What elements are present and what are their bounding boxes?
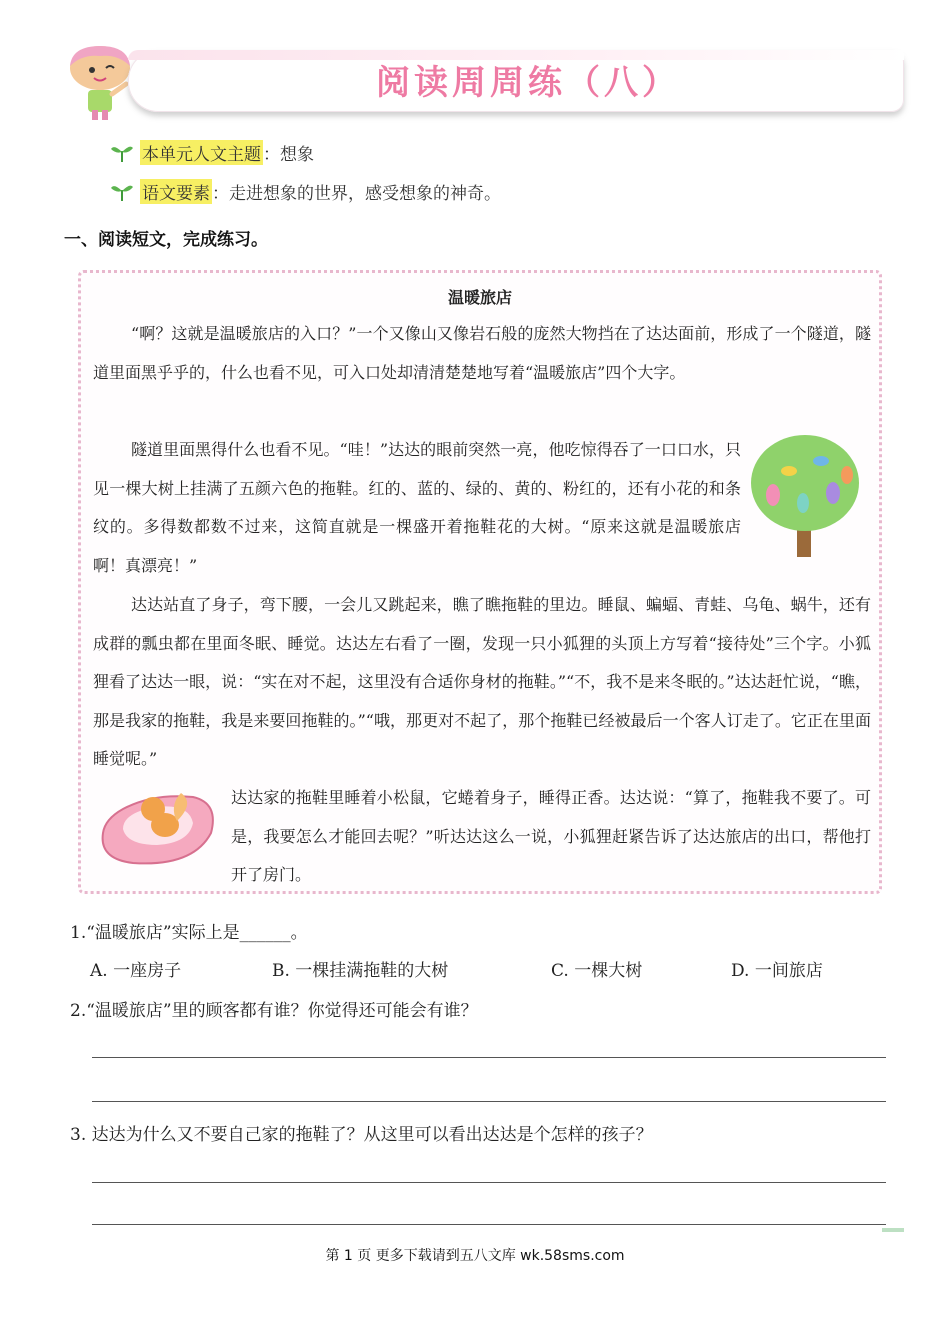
theme-colon: ： [263,144,280,165]
language-element-row [110,177,501,205]
theme-label: 本单元人文主题 [140,140,263,165]
question-3: 3. 达达为什么又不要自己家的拖鞋了？从这里可以看出达达是个怎样的孩子？ [70,1125,653,1145]
slipper-tree-illustration [749,431,861,559]
story-paragraph-1: “啊？这就是温暖旅店的入口？”一个又像山又像岩石般的庞然大物挡在了达达面前，形成了一个隧道，隧道里面黑乎乎的，什么也看不见，可入口处却清清楚楚地写着“温暖旅店”四个大字。 [93,324,871,382]
element-label: 语文要素 [140,179,212,204]
question-1-option-b[interactable]: B. 一棵挂满拖鞋的大树 [272,961,449,981]
question-1-option-a[interactable]: A. 一座房子 [90,961,182,981]
question-2-answer-line-2[interactable] [92,1101,886,1102]
slipper-squirrel-illustration [93,773,221,869]
section-1-number: 一、 [64,229,98,250]
corner-decoration [882,1228,904,1232]
question-1-option-c[interactable]: C. 一棵大树 [551,961,643,981]
page-title: 阅读周周练（八） [376,63,680,103]
question-2-answer-line-1[interactable] [92,1057,886,1058]
section-1-text: 阅读短文，完成练习。 [98,229,268,250]
element-colon: ： [212,183,229,204]
sprout-icon [110,142,134,162]
unit-theme-row [110,138,314,166]
question-3-answer-line-2[interactable] [92,1224,886,1225]
story-paragraph-2: 隧道里面黑得什么也看不见。“哇！”达达的眼前突然一亮，他吃惊得吞了一口口水，只见一棵大树上挂满了五颜六色的拖鞋。红的、蓝的、绿的、黄的、粉红的，还有小花的和条纹的。多得数都数不过来，这简直就是一棵盛开着拖鞋花的大树。“原来这就是温暖旅店啊！真漂亮！” [93,440,741,575]
question-3-answer-line-1[interactable] [92,1182,886,1183]
story-paragraph-3: 达达站直了身子，弯下腰，一会儿又跳起来，瞧了瞧拖鞋的里边。睡鼠、蝙蝠、青蛙、乌龟、蜗牛，还有成群的瓢虫都在里面冬眠、睡觉。达达左右看了一圈，发现一只小狐狸的头顶上方写着“接待处”三个字。小狐狸看了达达一眼，说：“实在对不起，这里没有合适你身材的拖鞋。”“不，我不是来冬眠的。”达达赶忙说，“瞧，那是我家的拖鞋，我是来要回拖鞋的。”“哦，那更对不起了，那个拖鞋已经被最后一个客人订走了。它正在里面睡觉呢。” [93,595,871,769]
question-1-option-d[interactable]: D. 一间旅店 [731,961,823,981]
page-footer: 第 1 页 更多下载请到五八文库 wk.58sms.com [325,1248,625,1264]
theme-value: 想象 [280,144,314,165]
story-paragraph-4: 达达家的拖鞋里睡着小松鼠，它蜷着身子，睡得正香。达达说：“算了，拖鞋我不要了。可是，我要怎么才能回去呢？”听达达这么一说，小狐狸赶紧告诉了达达旅店的出口，帮他打开了房门。 [231,788,871,885]
story-box [78,270,882,894]
element-value: 走进想象的世界，感受想象的神奇。 [229,183,501,204]
question-1: 1.“温暖旅店”实际上是______。 [70,923,308,943]
section-1-heading [64,222,268,252]
title-banner [128,50,904,112]
story-title: 温暖旅店 [447,288,512,307]
sprout-icon [110,181,134,201]
question-2: 2.“温暖旅店”里的顾客都有谁？你觉得还可能会有谁？ [70,1001,478,1021]
